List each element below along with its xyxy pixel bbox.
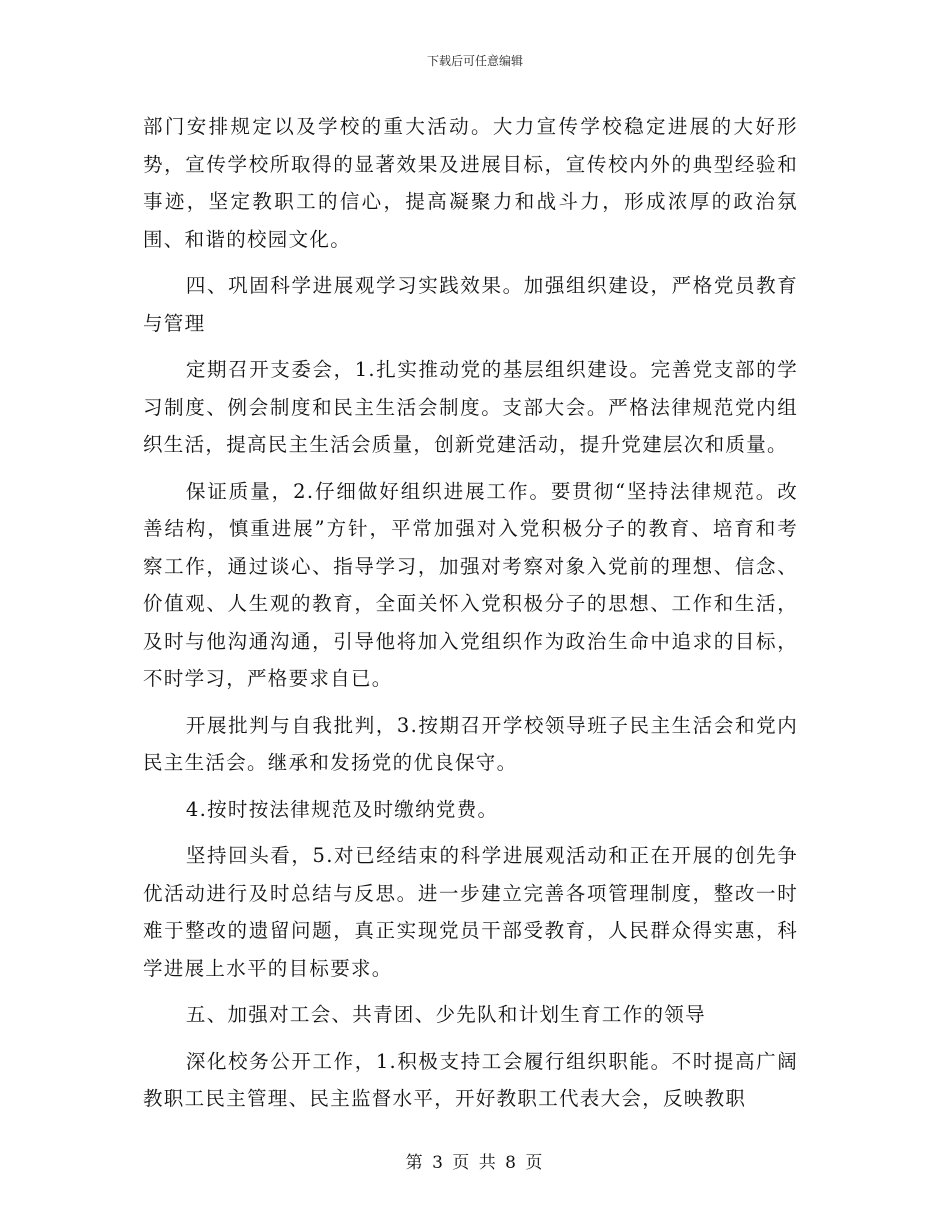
paragraph-6: 4.按时按法律规范及时缴纳党费。: [185, 797, 499, 821]
document-body: [143, 108, 798, 1127]
page-header-note: 下载后可任意编辑: [426, 54, 523, 68]
paragraph-8-heading: 五、加强对工会、共青团、少先队和计划生育工作的领导: [185, 1003, 706, 1026]
page-number: 第 3 页 共 8 页: [405, 1153, 545, 1173]
paragraph-2-heading: 四、巩固科学进展观学习实践效果。加强组织建设，严格党员教育与管理: [143, 274, 798, 335]
paragraph-1: 部门安排规定以及学校的重大活动。大力宣传学校稳定进展的大好形势，宣传学校所取得的显著效果及进展目标，宣传校内外的典型经验和事迹，坚定教职工的信心，提高凝聚力和战斗力，形成浓厚的政治氛围、和谐的校园文化。: [143, 115, 798, 251]
paragraph-5: 开展批判与自我批判，3.按期召开学校领导班子民主生活会和党内民主生活会。继承和发扬党的优良保守。: [143, 713, 798, 774]
paragraph-4: 保证质量，2.仔细做好组织进展工作。要贯彻“坚持法律规范。改善结构，慎重进展”方针，平常加强对入党积极分子的教育、培育和考察工作，通过谈心、指导学习，加强对考察对象入党前的理想、信念、价值观、人生观的教育，全面关怀入党积极分子的思想、工作和生活，及时与他沟通沟通，引导他将加入党组织作为政治生命中追求的目标，不时学习，严格要求自已。: [143, 479, 798, 690]
paragraph-3: 定期召开支委会，1.扎实推动党的基层组织建设。完善党支部的学习制度、例会制度和民主生活会制度。支部大会。严格法律规范党内组织生活，提高民主生活会质量，创新党建活动，提升党建层次和质量。: [143, 358, 798, 456]
paragraph-7: 坚持回头看，5.对已经结束的科学进展观活动和正在开展的创先争优活动进行及时总结与反思。进一步建立完善各项管理制度，整改一时难于整改的遗留问题，真正实现党员干部受教育，人民群众得实惠，科学进展上水平的目标要求。: [143, 844, 798, 980]
paragraph-9: 深化校务公开工作，1.积极支持工会履行组织职能。不时提高广阔教职工民主管理、民主监督水平，开好教职工代表大会，反映教职: [143, 1049, 798, 1110]
